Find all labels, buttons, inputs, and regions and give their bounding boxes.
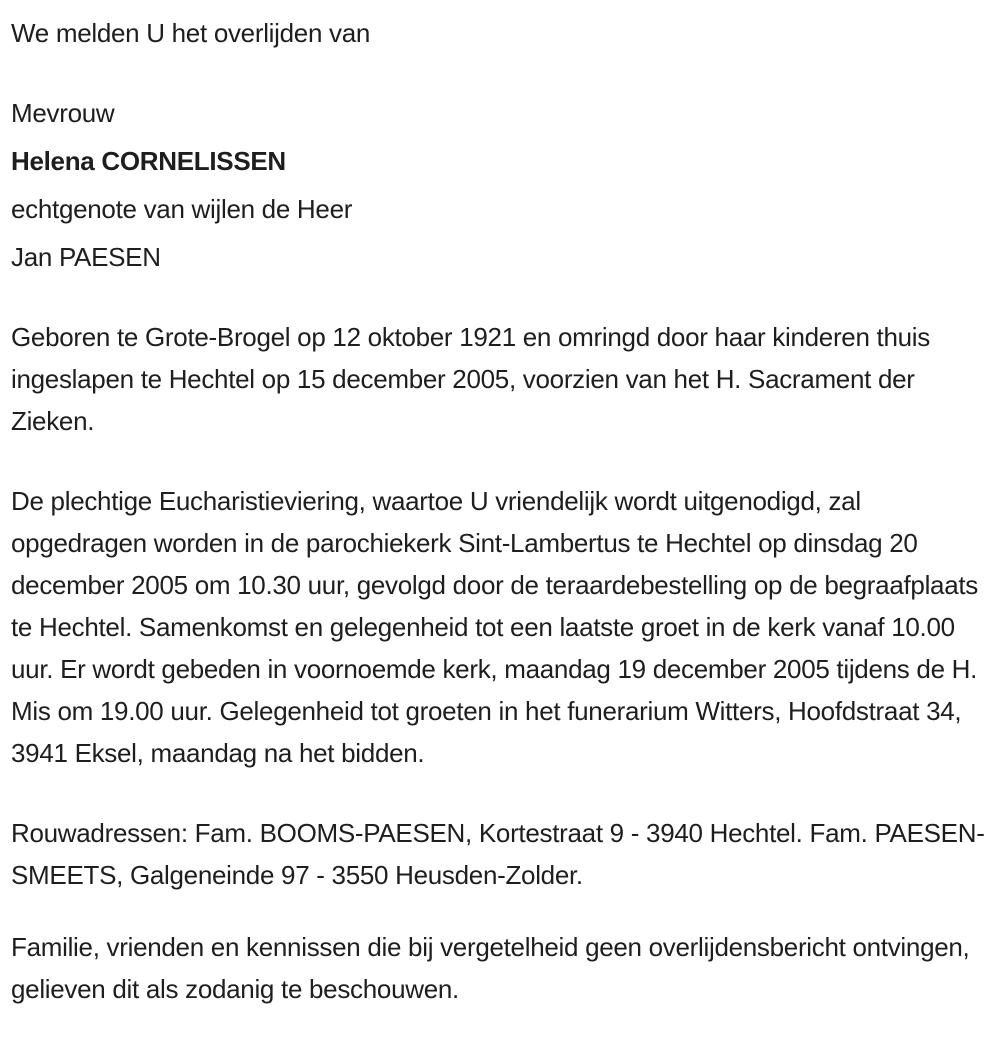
intro-line: We melden U het overlijden van [11, 18, 371, 48]
paragraph-mourning-addresses: Rouwadressen: Fam. BOOMS-PAESEN, Kortestraat 9 - 3940 Hechtel. Fam. PAESEN-SMEETS, Galgeneinde 97 - 3550 Heusden-Zolder. [11, 818, 985, 890]
paragraph-birth-and-death: Geboren te Grote-Brogel op 12 oktober 1921 en omringd door haar kinderen thuis ingeslapen te Hechtel op 15 december 2005, voorzien van het H. Sacrament der Zieken. [11, 322, 930, 436]
relation-line: echtgenote van wijlen de Heer [11, 194, 353, 224]
spouse-name: Jan PAESEN [11, 242, 161, 272]
deceased-name: Helena CORNELISSEN [11, 146, 286, 176]
paragraph-funeral-details: De plechtige Eucharistieviering, waartoe U vriendelijk wordt uitgenodigd, zal opgedragen worden in de parochiekerk Sint-Lambertus te Hechtel op dinsdag 20 december 2005 om 10.30 uur, gevolgd door de teraardebestelling op de begraafplaats te Hechtel. Samenkomst en gelegenheid tot een laatste groet in de kerk vanaf 10.00 uur. Er wordt gebeden in voornoemde kerk, maandag 19 december 2005 tijdens de H. Mis om 19.00 uur. Gelegenheid tot groeten in het funerarium Witters, Hoofdstraat 34, 3941 Eksel, maandag na het bidden. [11, 486, 978, 768]
paragraph-apology-note: Familie, vrienden en kennissen die bij vergetelheid geen overlijdensbericht ontvingen, gelieven dit als zodanig te beschouwen. [11, 932, 970, 1004]
salutation-line: Mevrouw [11, 98, 115, 128]
